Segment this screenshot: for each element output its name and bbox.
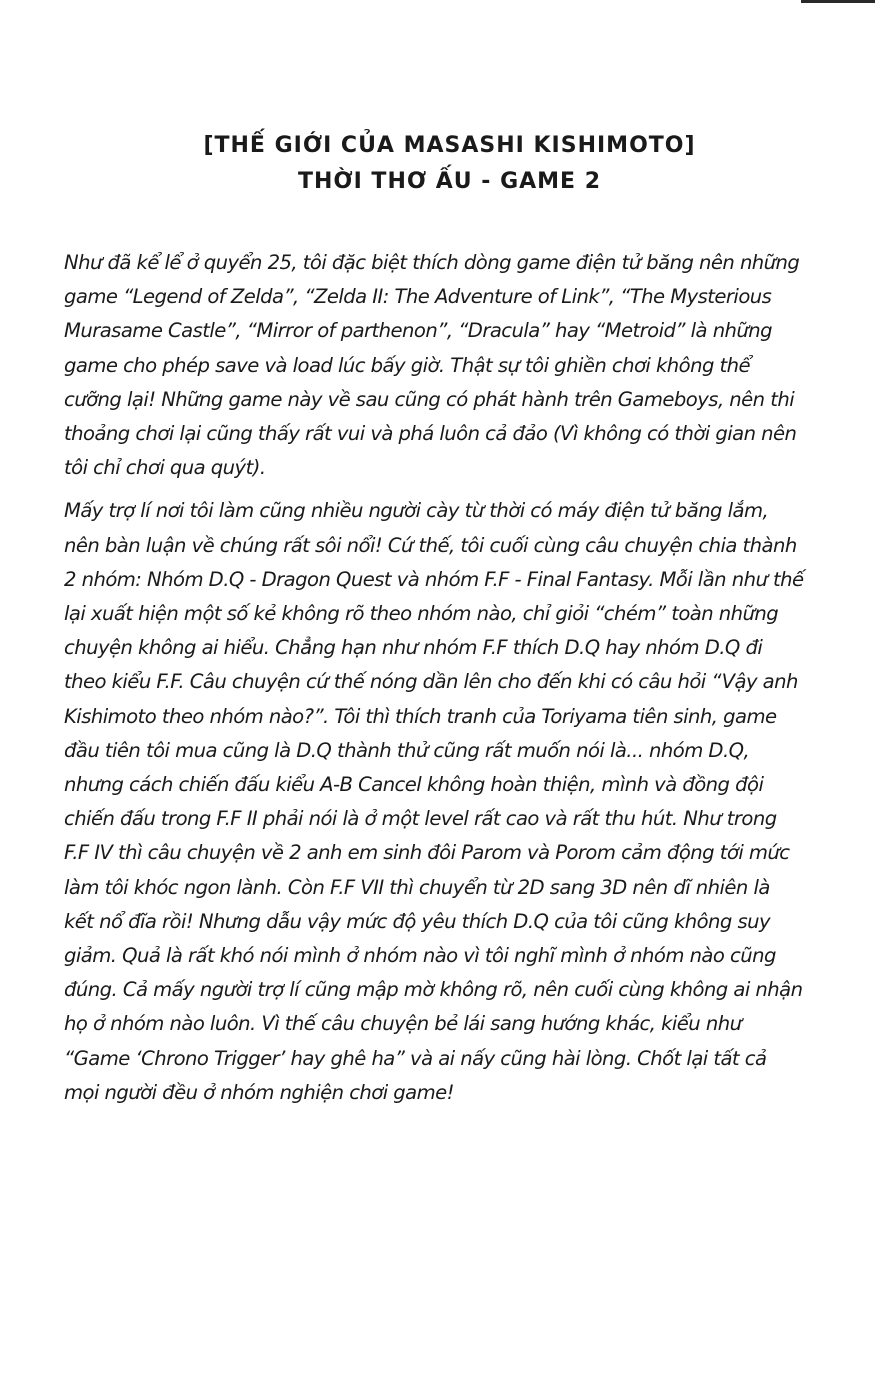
page-subtitle: THỜI THƠ ẤU - GAME 2 [297,169,602,194]
paragraph-1: Như đã kể lể ở quyển 25, tôi đặc biệt thích dòng game điện tử băng nên những game “Legend of Zelda”, “Zelda II: The Adventure of Link”, “The Mysterious Murasame Castle”, “Mirror of parthenon”, “Dracula” hay “Metroid” là những game cho phép save và load lúc bấy giờ. Thật sự tôi ghiền chơi không thể cưỡng lại! Những game này về sau cũng có phát hành trên Gameboys, nên thi thoảng chơi lại cũng thấy rất vui và phá luôn cả đảo (Vì không có thời gian nên tôi chỉ chơi qua quýt). [64,251,800,480]
page-title: [THẾ GIỚI CỦA MASASHI KISHIMOTO] [203,133,696,158]
article-body [64,246,804,1110]
paragraph-2: Mấy trợ lí nơi tôi làm cũng nhiều người cày từ thời có máy điện tử băng lắm, nên bàn luận về chúng rất sôi nổi! Cứ thế, tôi cuối cùng câu chuyện chia thành 2 nhóm: Nhóm D.Q - Dragon Quest và nhóm F.F - Final Fantasy. Mỗi lần như thế lại xuất hiện một số kẻ không rõ theo nhóm nào, chỉ giỏi “chém” toàn những chuyện không ai hiểu. Chẳng hạn như nhóm F.F thích D.Q hay nhóm D.Q đi theo kiểu F.F. Câu chuyện cứ thế nóng dần lên cho đến khi có câu hỏi “Vậy anh Kishimoto theo nhóm nào?”. Tôi thì thích tranh của Toriyama tiên sinh, game đầu tiên tôi mua cũng là D.Q thành thử cũng rất muốn nói là... nhóm D.Q, nhưng cách chiến đấu kiểu A-B Cancel không hoàn thiện, mình và đồng đội chiến đấu trong F.F II phải nói là ở một level rất cao và rất thu hút. Như trong F.F IV thì câu chuyện về 2 anh em sinh đôi Parom và Porom cảm động tới mức làm tôi khóc ngon lành. Còn F.F VII thì chuyển từ 2D sang 3D nên dĩ nhiên là kết nổ đĩa rồi! Nhưng dẫu vậy mức độ yêu thích D.Q của tôi cũng không suy giảm. Quả là rất khó nói mình ở nhóm nào vì tôi nghĩ mình ở nhóm nào cũng đúng. Cả mấy người trợ lí cũng mập mờ không rõ, nên cuối cùng không ai nhận họ ở nhóm nào luôn. Vì thế câu chuyện bẻ lái sang hướng khác, kiểu như “Game ‘Chrono Trigger’ hay ghê ha” và ai nấy cũng hài lòng. Chốt lại tất cả mọi người đều ở nhóm nghiện chơi game! [64,499,804,1104]
page-edge-line [801,0,875,3]
title-block [0,128,875,200]
